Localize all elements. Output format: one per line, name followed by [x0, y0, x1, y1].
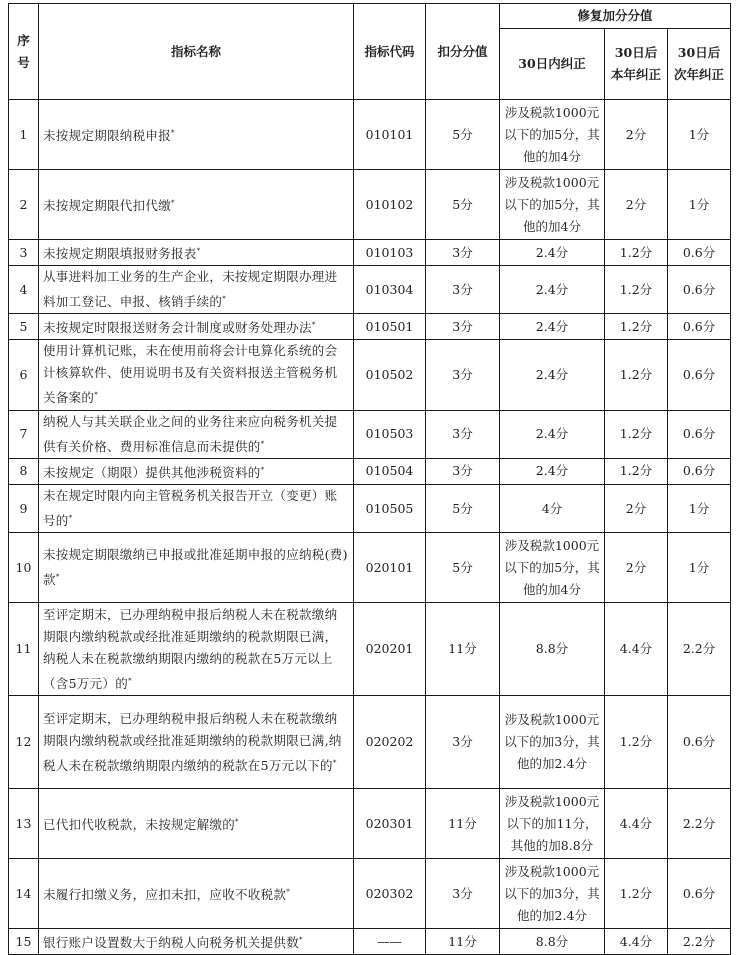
- row-deduct: 5分: [426, 100, 500, 170]
- row-deduct: 11分: [426, 603, 500, 696]
- row-code: 010501: [354, 314, 426, 340]
- row-seq: 15: [9, 929, 39, 955]
- footnote-mark: *: [128, 676, 132, 685]
- header-seq: 序号: [9, 4, 39, 100]
- row-deduct: 3分: [426, 859, 500, 929]
- footnote-mark: *: [196, 247, 201, 255]
- row-within30: 8.8分: [500, 929, 605, 955]
- row-indicator-name: 纳税人与其关联企业之间的业务往来应向税务机关提供有关价格、费用标准信息而未提供的*: [39, 410, 354, 458]
- table-row: [9, 484, 731, 532]
- table-row: [9, 859, 731, 929]
- row-this-year: 4.4分: [605, 929, 668, 955]
- row-code: 020101: [354, 533, 426, 603]
- footnote-mark: *: [286, 888, 291, 897]
- row-seq: 14: [9, 859, 39, 929]
- footnote-mark: *: [68, 513, 73, 522]
- row-this-year: 2分: [605, 484, 668, 532]
- row-deduct: 3分: [426, 696, 500, 789]
- header-row-1: [9, 4, 731, 29]
- table-row: [9, 533, 731, 603]
- row-within30: 涉及税款1000元以下的加5分，其他的加4分: [500, 170, 605, 240]
- row-within30: 8.8分: [500, 603, 605, 696]
- row-code: 010503: [354, 410, 426, 458]
- row-indicator-name: 未在规定时限内向主管税务机关报告开立（变更）账号的*: [39, 484, 354, 532]
- row-code: 010103: [354, 240, 426, 266]
- row-this-year: 1.2分: [605, 410, 668, 458]
- row-code: 010504: [354, 458, 426, 484]
- row-seq: 5: [9, 314, 39, 340]
- row-within30: 涉及税款1000元以下的加11分，其他的加8.8分: [500, 789, 605, 859]
- row-seq: 3: [9, 240, 39, 266]
- table-row: [9, 789, 731, 859]
- footnote-mark: *: [235, 818, 239, 827]
- row-code: 020302: [354, 859, 426, 929]
- row-this-year: 2分: [605, 533, 668, 603]
- row-next-year: 1分: [668, 100, 731, 170]
- row-deduct: 11分: [426, 929, 500, 955]
- row-code: 010101: [354, 100, 426, 170]
- row-indicator-name: 未按规定（期限）提供其他涉税资料的*: [39, 458, 354, 484]
- row-within30: 2.4分: [500, 314, 605, 340]
- row-this-year: 4.4分: [605, 603, 668, 696]
- row-this-year: 2分: [605, 170, 668, 240]
- row-seq: 9: [9, 484, 39, 532]
- row-next-year: 1分: [668, 170, 731, 240]
- header-after30-this: 30日后本年纠正: [605, 29, 668, 100]
- row-indicator-name: 至评定期末，已办理纳税申报后纳税人未在税款缴纳期限内缴纳税款或经批准延期缴纳的税款期限已满，纳税人未在税款缴纳期限内缴纳的税款在5万元以上（含5万元）的*: [39, 603, 354, 696]
- row-code: 010502: [354, 340, 426, 410]
- row-within30: 2.4分: [500, 458, 605, 484]
- footnote-mark: *: [311, 321, 316, 330]
- row-indicator-name: 未按规定期限缴纳已申报或批准延期申报的应纳税(费)款*: [39, 533, 354, 603]
- row-deduct: 5分: [426, 484, 500, 532]
- row-this-year: 1.2分: [605, 340, 668, 410]
- row-deduct: 5分: [426, 533, 500, 603]
- row-next-year: 0.6分: [668, 410, 731, 458]
- row-next-year: 0.6分: [668, 266, 731, 314]
- table-row: [9, 458, 731, 484]
- row-within30: 2.4分: [500, 240, 605, 266]
- footnote-mark: *: [171, 198, 175, 207]
- row-code: 010102: [354, 170, 426, 240]
- row-indicator-name: 已代扣代收税款，未按规定解缴的*: [39, 789, 354, 859]
- row-within30: 2.4分: [500, 340, 605, 410]
- row-seq: 4: [9, 266, 39, 314]
- table-row: [9, 603, 731, 696]
- row-deduct: 3分: [426, 458, 500, 484]
- row-next-year: 1分: [668, 484, 731, 532]
- row-this-year: 1.2分: [605, 859, 668, 929]
- row-seq: 11: [9, 603, 39, 696]
- footnote-mark: *: [171, 128, 175, 137]
- footnote-mark: *: [299, 936, 303, 945]
- row-within30: 4分: [500, 484, 605, 532]
- row-indicator-name: 未按规定期限填报财务报表*: [39, 240, 354, 266]
- row-deduct: 11分: [426, 789, 500, 859]
- footnote-mark: *: [55, 573, 60, 582]
- row-within30: 2.4分: [500, 410, 605, 458]
- table-row: [9, 340, 731, 410]
- row-next-year: 0.6分: [668, 314, 731, 340]
- row-next-year: 0.6分: [668, 859, 731, 929]
- row-seq: 6: [9, 340, 39, 410]
- row-deduct: 3分: [426, 410, 500, 458]
- row-indicator-name: 未按规定期限代扣代缴*: [39, 170, 354, 240]
- row-within30: 涉及税款1000元以下的加5分，其他的加4分: [500, 100, 605, 170]
- row-code: 020201: [354, 603, 426, 696]
- row-within30: 涉及税款1000元以下的加3分，其他的加2.4分: [500, 696, 605, 789]
- row-indicator-name: 至评定期末，已办理纳税申报后纳税人未在税款缴纳期限内缴纳税款或经批准延期缴纳的税款期限已满,纳税人未在税款缴纳期限内缴纳的税款在5万元以下的*: [39, 696, 354, 789]
- row-next-year: 0.6分: [668, 240, 731, 266]
- row-next-year: 0.6分: [668, 458, 731, 484]
- row-seq: 10: [9, 533, 39, 603]
- row-next-year: 2.2分: [668, 603, 731, 696]
- table-row: [9, 696, 731, 789]
- row-indicator-name: 使用计算机记账，未在使用前将会计电算化系统的会计核算软件、使用说明书及有关资料报送主管税务机关备案的*: [39, 340, 354, 410]
- table-row: [9, 266, 731, 314]
- header-code: 指标代码: [354, 4, 426, 100]
- row-this-year: 4.4分: [605, 789, 668, 859]
- credit-repair-table: [8, 3, 731, 955]
- table-row: [9, 170, 731, 240]
- footnote-mark: *: [222, 295, 227, 304]
- header-name: 指标名称: [39, 4, 354, 100]
- row-indicator-name: 未按规定期限纳税申报*: [39, 100, 354, 170]
- table-row: [9, 410, 731, 458]
- table-row: [9, 240, 731, 266]
- row-next-year: 0.6分: [668, 696, 731, 789]
- row-within30: 涉及税款1000元以下的加3分，其他的加2.4分: [500, 859, 605, 929]
- row-next-year: 0.6分: [668, 340, 731, 410]
- row-code: 010505: [354, 484, 426, 532]
- row-deduct: 3分: [426, 266, 500, 314]
- header-within30: 30日内纠正: [500, 29, 605, 100]
- row-indicator-name: 未履行扣缴义务，应扣未扣，应收不收税款*: [39, 859, 354, 929]
- row-code: 020301: [354, 789, 426, 859]
- row-this-year: 1.2分: [605, 314, 668, 340]
- footnote-mark: *: [94, 391, 99, 400]
- row-next-year: 1分: [668, 533, 731, 603]
- row-seq: 13: [9, 789, 39, 859]
- row-within30: 2.4分: [500, 266, 605, 314]
- row-seq: 2: [9, 170, 39, 240]
- row-deduct: 5分: [426, 170, 500, 240]
- row-this-year: 1.2分: [605, 266, 668, 314]
- row-seq: 8: [9, 458, 39, 484]
- header-deduct: 扣分分值: [426, 4, 500, 100]
- header-repair: 修复加分分值: [500, 4, 731, 29]
- row-next-year: 2.2分: [668, 789, 731, 859]
- table-row: [9, 929, 731, 955]
- table-row: [9, 314, 731, 340]
- table-row: [9, 100, 731, 170]
- footnote-mark: *: [260, 439, 265, 448]
- row-seq: 12: [9, 696, 39, 789]
- row-indicator-name: 从事进料加工业务的生产企业，未按规定期限办理进料加工登记、申报、核销手续的*: [39, 266, 354, 314]
- row-seq: 1: [9, 100, 39, 170]
- row-this-year: 1.2分: [605, 458, 668, 484]
- footnote-mark: *: [332, 758, 337, 767]
- header-after30-next: 30日后次年纠正: [668, 29, 731, 100]
- row-indicator-name: 未按规定时限报送财务会计制度或财务处理办法*: [39, 314, 354, 340]
- row-this-year: 1.2分: [605, 696, 668, 789]
- row-within30: 涉及税款1000元以下的加5分，其他的加4分: [500, 533, 605, 603]
- row-indicator-name: 银行账户设置数大于纳税人向税务机关提供数*: [39, 929, 354, 955]
- footnote-mark: *: [260, 465, 265, 474]
- row-code: 020202: [354, 696, 426, 789]
- row-code: ——: [354, 929, 426, 955]
- row-deduct: 3分: [426, 314, 500, 340]
- row-this-year: 1.2分: [605, 240, 668, 266]
- row-deduct: 3分: [426, 340, 500, 410]
- row-this-year: 2分: [605, 100, 668, 170]
- row-code: 010304: [354, 266, 426, 314]
- row-next-year: 2.2分: [668, 929, 731, 955]
- row-deduct: 3分: [426, 240, 500, 266]
- row-seq: 7: [9, 410, 39, 458]
